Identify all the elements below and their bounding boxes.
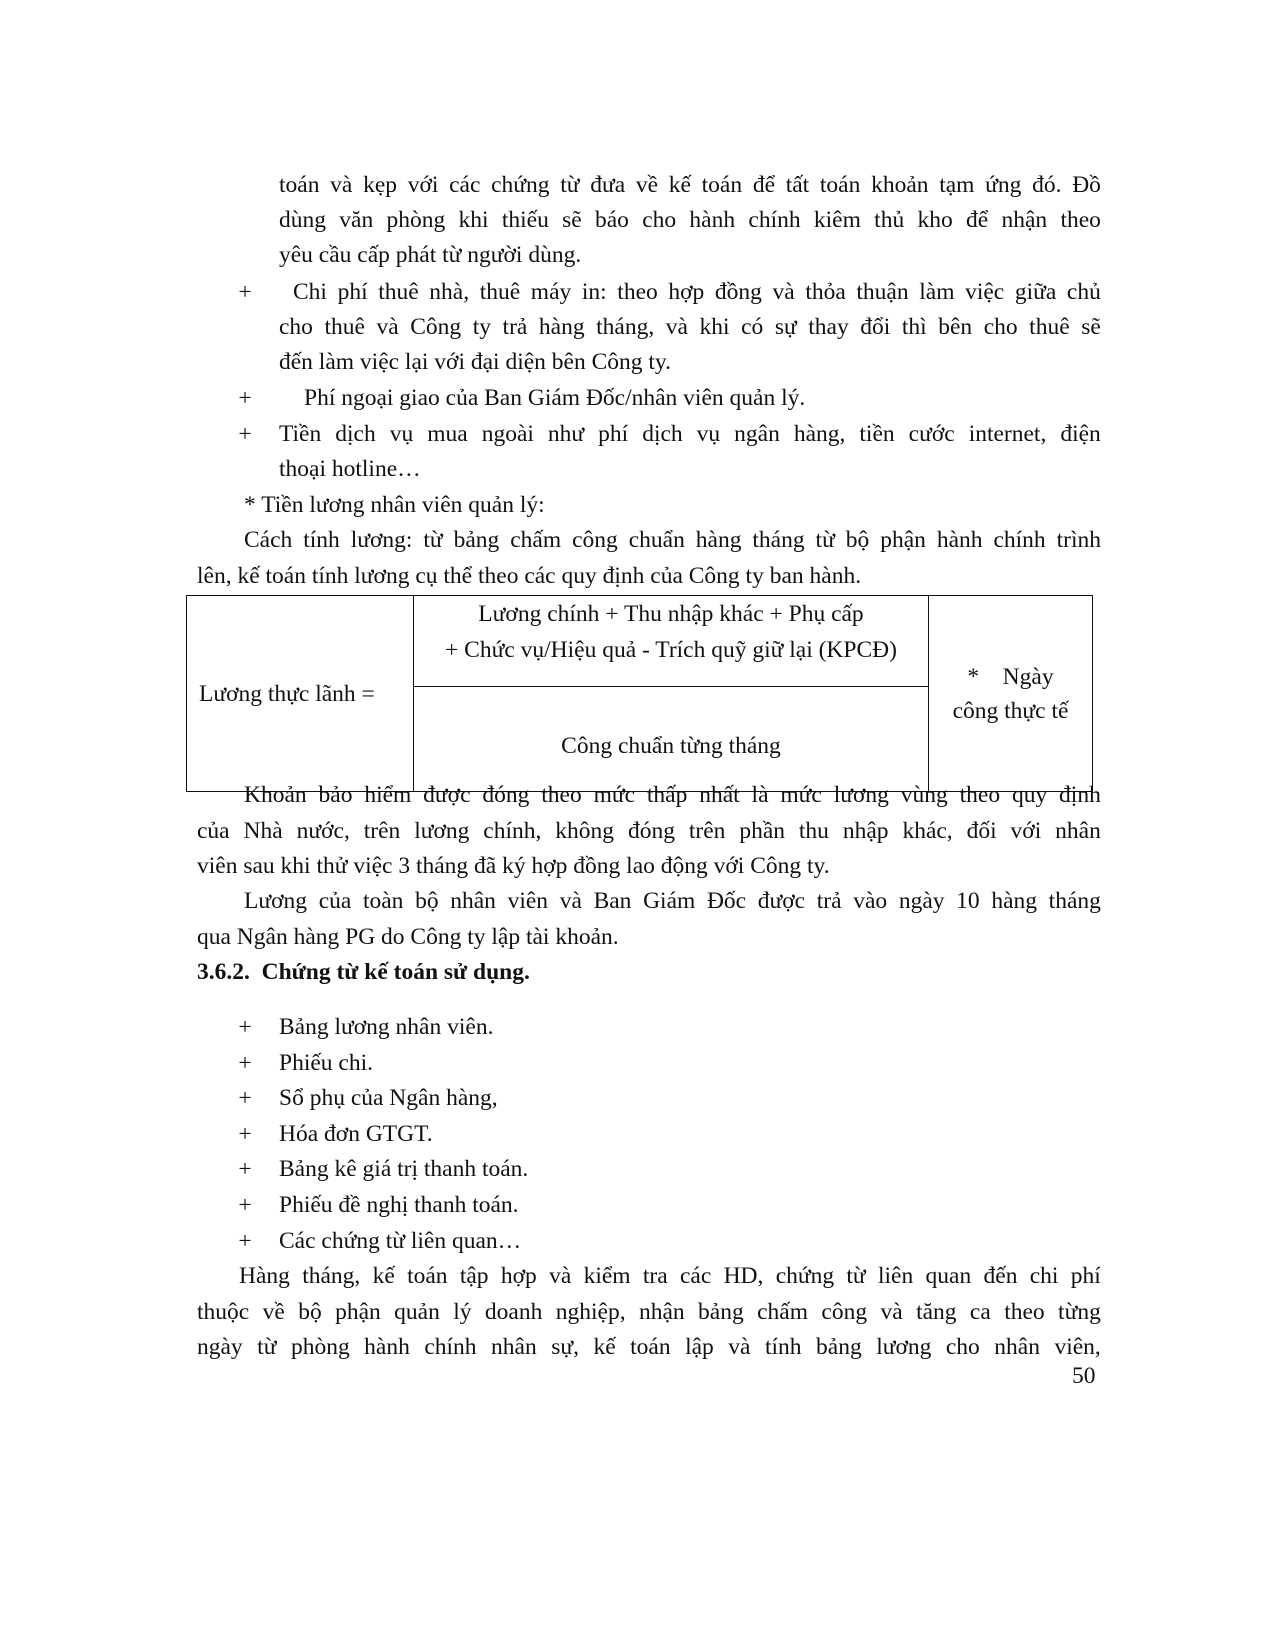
word: phận (335, 1299, 381, 1325)
word: là (751, 782, 769, 808)
word: mức (593, 782, 636, 808)
word: viên (507, 888, 549, 914)
word: kho (917, 207, 953, 233)
word: mức (780, 782, 822, 808)
paragraph-line: yêu cầu cấp phát từ người dùng. (279, 242, 582, 268)
word: tháng, (302, 1263, 361, 1289)
word: Giám (643, 888, 696, 914)
multiplier-line: * Ngày (967, 663, 1054, 690)
word: hợp (668, 279, 705, 305)
word: được (423, 782, 471, 808)
word: nhất (699, 782, 740, 808)
word: thiếu (501, 207, 549, 233)
word: hiểm (364, 782, 412, 808)
word: từ (560, 172, 580, 198)
word: theo (1004, 1299, 1045, 1325)
word: lương (414, 818, 470, 844)
formula-denominator: Công chuẩn từng tháng (414, 687, 929, 792)
word: thay (808, 314, 849, 340)
word: về (262, 1299, 285, 1325)
word: bộ (415, 888, 439, 914)
list-item: Các chứng từ liên quan… (279, 1228, 522, 1254)
word: công (572, 527, 618, 553)
word: đến (983, 1263, 1018, 1289)
word: tra (642, 1263, 668, 1289)
word: Đốc (706, 888, 747, 914)
word: internet, (968, 421, 1047, 447)
word: thuê (378, 279, 419, 305)
word: phòng (386, 207, 446, 233)
word: dịch (335, 421, 376, 447)
word: khoản (871, 172, 929, 198)
word: phận (880, 527, 926, 553)
word: Đồ (1072, 172, 1101, 198)
word: để (966, 207, 989, 233)
word: báo (594, 207, 629, 233)
word: từng (1058, 1299, 1101, 1325)
word: lương: (350, 527, 413, 553)
word: quy (1011, 782, 1048, 808)
word: chấm (757, 1299, 809, 1325)
paragraph-line (279, 206, 1101, 234)
word: giữa (1014, 279, 1057, 305)
word: kiểm (583, 1263, 631, 1289)
word: ty (472, 314, 491, 340)
word: nhân (1055, 818, 1101, 844)
word: hành (364, 1334, 410, 1360)
numerator-line: Lương chính + Thu nhập khác + Phụ cấp (478, 601, 864, 627)
word: với (1010, 818, 1042, 844)
word: lương (876, 1334, 932, 1360)
word: kẹp (363, 172, 397, 198)
word: theo (959, 782, 1001, 808)
word: đưa (590, 172, 626, 198)
salary-method-line (244, 526, 1101, 554)
word: in: (581, 279, 607, 305)
list-item: Bảng kê giá trị thanh toán. (279, 1156, 529, 1182)
list-item-line: thoại hotline… (279, 456, 421, 482)
word: liên (877, 1263, 914, 1289)
word: toán (279, 172, 320, 198)
word: phần (739, 818, 785, 844)
plus-bullet-icon: + (238, 279, 252, 305)
word: với (407, 172, 439, 198)
word: thuê (479, 279, 521, 305)
word: thuận (856, 279, 909, 305)
word: Ban (593, 888, 632, 914)
word: khi (699, 314, 730, 340)
paragraph-line: viên sau khi thử việc 3 tháng đã ký hợp đồng lao động với Công ty. (197, 853, 830, 879)
word: dịch (642, 421, 683, 447)
word: lý (453, 1299, 472, 1325)
word: làm (919, 279, 955, 305)
word: cho (642, 207, 677, 233)
word: phí (598, 421, 629, 447)
word: chấm (510, 527, 562, 553)
word: ngày (898, 888, 945, 914)
formula-multiplier (929, 596, 1093, 792)
word: và (330, 172, 353, 198)
word: đó. (1032, 172, 1062, 198)
paragraph-line (197, 817, 1101, 845)
word: thỏa (805, 279, 846, 305)
word: từ (423, 527, 443, 553)
word: các (679, 1263, 712, 1289)
word: bảng (816, 1334, 862, 1360)
word: nhân (994, 1334, 1040, 1360)
word: tính (303, 527, 340, 553)
word: và (376, 314, 399, 340)
word: theo (541, 782, 582, 808)
word: chính, (483, 818, 542, 844)
word: lập (685, 1334, 714, 1360)
word: nhân (491, 1334, 537, 1360)
word: Tiền (279, 421, 322, 447)
word: hành (689, 207, 736, 233)
list-item: Phiếu chi. (279, 1050, 373, 1076)
word: ngày (197, 1334, 243, 1360)
list-item-line: đến làm việc lại với đại diện bên Công ty. (279, 349, 672, 375)
word: tháng, (596, 314, 655, 340)
plus-bullet-icon: + (238, 1014, 252, 1040)
word: thấp (646, 782, 688, 808)
word: và (772, 279, 795, 305)
word: nhận (638, 1299, 685, 1325)
word: ca (969, 1299, 991, 1325)
word: toán (630, 1334, 671, 1360)
word: theo (1060, 207, 1101, 233)
word: cước (908, 421, 955, 447)
word: hàng, (793, 421, 846, 447)
word: và (728, 1334, 751, 1360)
word: thuộc (197, 1299, 250, 1325)
word: thì (901, 314, 927, 340)
word: đóng (627, 818, 675, 844)
word: trên (363, 818, 401, 844)
word: và (880, 1299, 903, 1325)
word: vùng (900, 782, 948, 808)
list-item-line (293, 278, 1101, 306)
word: và (549, 1263, 572, 1289)
word: bộ (298, 1299, 322, 1325)
list-item: Sổ phụ của Ngân hàng, (279, 1085, 498, 1111)
word: chuẩn (628, 527, 685, 553)
word: Cách (244, 527, 293, 553)
word: Chi (293, 279, 327, 305)
word: hàng (695, 527, 742, 553)
word: chứng (491, 172, 550, 198)
word: trả (502, 314, 528, 340)
plus-bullet-icon: + (238, 1085, 252, 1111)
word: theo (617, 279, 658, 305)
formula-numerator (414, 596, 929, 687)
word: thuê (1029, 314, 1070, 340)
plus-bullet-icon: + (238, 1121, 252, 1147)
word: về (635, 172, 659, 198)
multiplier-line: công thực tế (952, 697, 1069, 724)
word: 10 (956, 888, 980, 914)
word: sự (774, 314, 797, 340)
word: phí (337, 279, 368, 305)
word: quan (925, 1263, 972, 1289)
word: trình (1056, 527, 1101, 553)
word: từ (815, 527, 835, 553)
word: phí (1070, 1263, 1101, 1289)
list-item: Phiếu đề nghị thanh toán. (279, 1192, 519, 1218)
list-item: Bảng lương nhân viên. (279, 1014, 494, 1040)
word: nhà, (429, 279, 470, 305)
word: đồng (714, 279, 762, 305)
salary-method-line: lên, kế toán tính lương cụ thể theo các quy định của Công ty ban hành. (197, 563, 862, 589)
word: kế (593, 1334, 616, 1360)
word: Hàng (239, 1263, 290, 1289)
word: công (821, 1299, 868, 1325)
word: ngân (734, 421, 780, 447)
word: lương (833, 782, 889, 808)
word: như (547, 421, 585, 447)
word: cho (983, 314, 1018, 340)
paragraph-line (197, 1333, 1101, 1361)
word: đóng (482, 782, 530, 808)
word: bảng (698, 1299, 744, 1325)
word: Công (410, 314, 462, 340)
word: để (752, 172, 775, 198)
word: tính (764, 1334, 802, 1360)
word: đổi (860, 314, 891, 340)
word: chính (748, 207, 801, 233)
word: ứng (985, 172, 1022, 198)
word: toán (701, 172, 743, 198)
word: định (1059, 782, 1101, 808)
plus-bullet-icon: + (238, 1050, 252, 1076)
salary-heading: * Tiền lương nhân viên quản lý: (244, 492, 545, 518)
word: chính (424, 1334, 477, 1360)
word: vụ (389, 421, 414, 447)
word: sẽ (562, 207, 582, 233)
plus-bullet-icon: + (238, 1228, 252, 1254)
word: trên (688, 818, 726, 844)
word: viên, (1054, 1334, 1101, 1360)
word: doanh (484, 1299, 543, 1325)
paragraph-line: qua Ngân hàng PG do Công ty lập tài khoản. (197, 924, 619, 950)
plus-bullet-icon: + (238, 1156, 252, 1182)
word: không (555, 818, 615, 844)
word: tháng (752, 527, 805, 553)
numerator-line: + Chức vụ/Hiệu quả - Trích quỹ giữ lại (KPCĐ) (445, 637, 897, 663)
word: toàn (362, 888, 404, 914)
word: tập (459, 1263, 489, 1289)
word: nhập (842, 818, 889, 844)
word: chi (1029, 1263, 1059, 1289)
word: Khoản (244, 782, 307, 808)
word: nhân (450, 888, 496, 914)
word: và (665, 314, 688, 340)
word: tạm (939, 172, 975, 198)
word: hợp (500, 1263, 537, 1289)
word: hàng (991, 888, 1038, 914)
word: và (559, 888, 582, 914)
word: bên (938, 314, 973, 340)
list-item-line (279, 420, 1101, 448)
word: vào (853, 888, 888, 914)
paragraph-line (279, 171, 1101, 199)
paragraph-line (239, 1262, 1101, 1290)
plus-bullet-icon: + (238, 385, 252, 411)
word: thuê (324, 314, 365, 340)
list-item-line: Phí ngoại giao của Ban Giám Đốc/nhân viên quản lý. (304, 385, 806, 411)
word: các (449, 172, 481, 198)
word: của (197, 818, 230, 844)
word: văn (339, 207, 374, 233)
word: chứng (775, 1263, 835, 1289)
word: tất (785, 172, 810, 198)
word: việc (965, 279, 1005, 305)
paragraph-line (197, 1298, 1101, 1326)
word: khác, (902, 818, 953, 844)
word: hàng (538, 314, 585, 340)
word: Lương (244, 888, 308, 914)
word: kiêm (813, 207, 861, 233)
word: HD, (723, 1263, 764, 1289)
word: chính (993, 527, 1046, 553)
page-number: 50 (1072, 1363, 1096, 1389)
word: mua (427, 421, 468, 447)
word: ngoài (481, 421, 534, 447)
plus-bullet-icon: + (238, 421, 252, 447)
section-heading: 3.6.2. Chứng từ kế toán sử dụng. (197, 959, 530, 985)
word: trả (816, 888, 842, 914)
word: toán (819, 172, 861, 198)
word: của (318, 888, 352, 914)
word: thủ (874, 207, 905, 233)
word: điện (1060, 421, 1101, 447)
word: từ (846, 1263, 866, 1289)
word: máy (530, 279, 572, 305)
salary-formula-table (186, 595, 1093, 792)
list-item-line (279, 313, 1101, 341)
word: tăng (916, 1299, 957, 1325)
word: được (757, 888, 806, 914)
word: bảo (318, 782, 353, 808)
word: cho (279, 314, 313, 340)
word: sự, (551, 1334, 579, 1360)
paragraph-line (244, 781, 1101, 809)
word: toán (407, 1263, 448, 1289)
word: chủ (1066, 279, 1101, 305)
word: bảng (453, 527, 500, 553)
word: dùng (279, 207, 326, 233)
word: vụ (696, 421, 721, 447)
paragraph-line (244, 887, 1101, 915)
word: kế (668, 172, 691, 198)
word: kế (372, 1263, 395, 1289)
word: hành (936, 527, 983, 553)
word: thu (798, 818, 829, 844)
word: nhận (1001, 207, 1048, 233)
word: có (741, 314, 764, 340)
list-item: Hóa đơn GTGT. (279, 1121, 433, 1147)
word: phòng (290, 1334, 350, 1360)
word: sẽ (1081, 314, 1101, 340)
word: tiền (859, 421, 895, 447)
formula-label: Lương thực lãnh = (187, 596, 414, 792)
word: Nhà (243, 818, 283, 844)
word: cho (945, 1334, 980, 1360)
word: nước, (296, 818, 350, 844)
word: đối (966, 818, 997, 844)
word: từ (257, 1334, 277, 1360)
word: tháng (1048, 888, 1101, 914)
word: quản (394, 1299, 440, 1325)
plus-bullet-icon: + (238, 1192, 252, 1218)
word: khi (458, 207, 489, 233)
word: bộ (845, 527, 870, 553)
word: nghiệp, (555, 1299, 626, 1325)
